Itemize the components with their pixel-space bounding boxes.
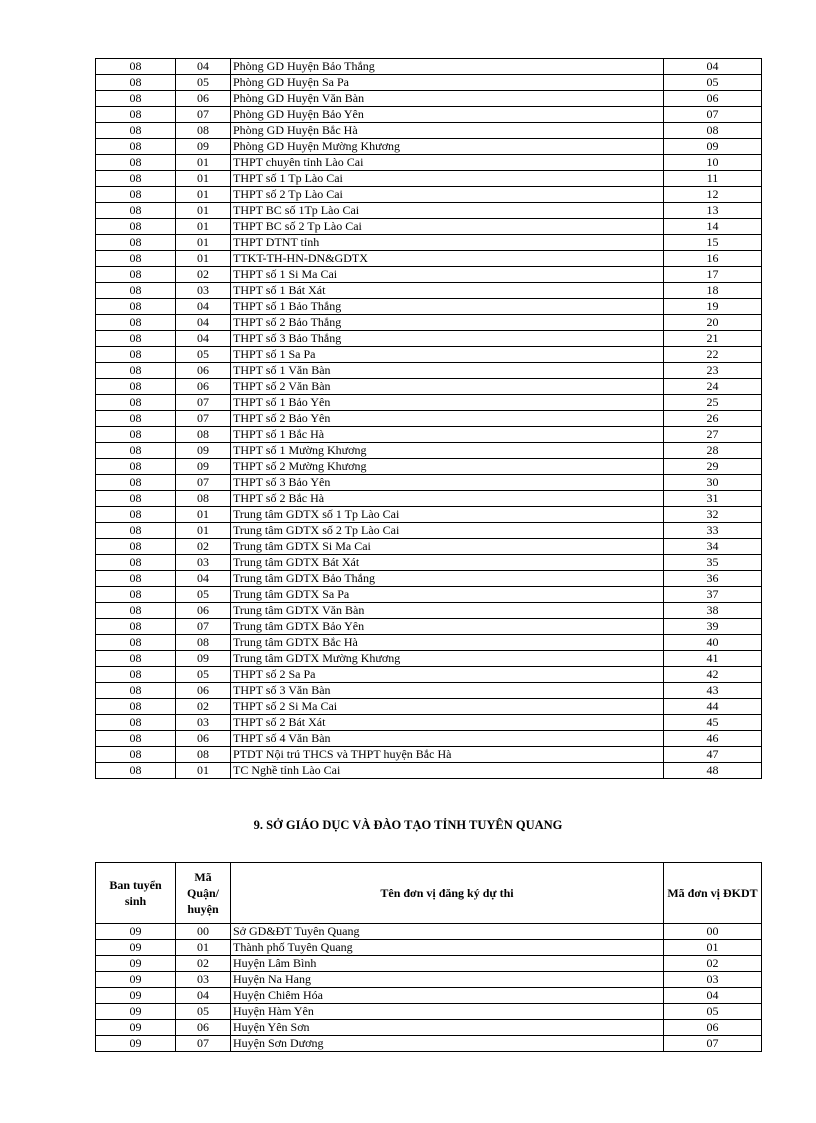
ma-quan-huyen-cell: 01 [176, 940, 231, 956]
ma-don-vi-cell: 43 [664, 683, 762, 699]
ban-tuyen-sinh-cell: 09 [96, 1036, 176, 1052]
ma-quan-huyen-cell: 07 [176, 395, 231, 411]
ma-don-vi-cell: 02 [664, 956, 762, 972]
ten-don-vi-cell: THPT số 4 Văn Bàn [231, 731, 664, 747]
ban-tuyen-sinh-cell: 08 [96, 139, 176, 155]
table-row [96, 555, 762, 571]
table-row [96, 267, 762, 283]
table-row [96, 715, 762, 731]
ma-quan-huyen-cell: 06 [176, 683, 231, 699]
ten-don-vi-cell: Trung tâm GDTX Bảo Thắng [231, 571, 664, 587]
table-row [96, 379, 762, 395]
ma-don-vi-cell: 48 [664, 763, 762, 779]
ma-quan-huyen-cell: 04 [176, 571, 231, 587]
ten-don-vi-cell: Trung tâm GDTX Bắc Hà [231, 635, 664, 651]
ban-tuyen-sinh-cell: 08 [96, 251, 176, 267]
ban-tuyen-sinh-cell: 08 [96, 459, 176, 475]
ten-don-vi-cell: THPT DTNT tỉnh [231, 235, 664, 251]
ten-don-vi-cell: Huyện Yên Sơn [231, 1020, 664, 1036]
ban-tuyen-sinh-cell: 08 [96, 107, 176, 123]
ma-don-vi-cell: 06 [664, 1020, 762, 1036]
ma-quan-huyen-cell: 07 [176, 1036, 231, 1052]
ban-tuyen-sinh-cell: 08 [96, 715, 176, 731]
ten-don-vi-cell: Trung tâm GDTX Si Ma Cai [231, 539, 664, 555]
ten-don-vi-cell: THPT số 2 Bảo Yên [231, 411, 664, 427]
ban-tuyen-sinh-cell: 08 [96, 619, 176, 635]
ban-tuyen-sinh-cell: 09 [96, 924, 176, 940]
ban-tuyen-sinh-cell: 08 [96, 763, 176, 779]
ban-tuyen-sinh-cell: 08 [96, 331, 176, 347]
header-ban-tuyen-sinh: Ban tuyển sinh [96, 863, 176, 924]
ten-don-vi-cell: THPT số 3 Bảo Thắng [231, 331, 664, 347]
header-row [96, 863, 762, 924]
ma-quan-huyen-cell: 05 [176, 667, 231, 683]
ten-don-vi-cell: Huyện Lâm Bình [231, 956, 664, 972]
ma-quan-huyen-cell: 04 [176, 331, 231, 347]
ban-tuyen-sinh-cell: 08 [96, 635, 176, 651]
ma-quan-huyen-cell: 01 [176, 203, 231, 219]
table-row [96, 299, 762, 315]
ma-quan-huyen-cell: 08 [176, 747, 231, 763]
ma-don-vi-cell: 14 [664, 219, 762, 235]
ten-don-vi-cell: THPT BC số 1Tp Lào Cai [231, 203, 664, 219]
ban-tuyen-sinh-cell: 08 [96, 523, 176, 539]
table-row [96, 283, 762, 299]
ma-quan-huyen-cell: 01 [176, 251, 231, 267]
ma-quan-huyen-cell: 03 [176, 283, 231, 299]
table-row [96, 731, 762, 747]
ma-don-vi-cell: 38 [664, 603, 762, 619]
ma-don-vi-cell: 37 [664, 587, 762, 603]
lao-cai-table-body [96, 59, 762, 779]
ma-don-vi-cell: 22 [664, 347, 762, 363]
ma-quan-huyen-cell: 05 [176, 1004, 231, 1020]
ten-don-vi-cell: Trung tâm GDTX Sa Pa [231, 587, 664, 603]
table-row [96, 331, 762, 347]
ten-don-vi-cell: Sở GD&ĐT Tuyên Quang [231, 924, 664, 940]
ma-don-vi-cell: 46 [664, 731, 762, 747]
ma-quan-huyen-cell: 01 [176, 171, 231, 187]
ma-quan-huyen-cell: 06 [176, 1020, 231, 1036]
table-row [96, 139, 762, 155]
table-row [96, 603, 762, 619]
ma-quan-huyen-cell: 07 [176, 475, 231, 491]
ban-tuyen-sinh-cell: 08 [96, 91, 176, 107]
table-row [96, 683, 762, 699]
ban-tuyen-sinh-cell: 08 [96, 747, 176, 763]
ten-don-vi-cell: Trung tâm GDTX Mường Khương [231, 651, 664, 667]
ma-quan-huyen-cell: 08 [176, 123, 231, 139]
table-row [96, 972, 762, 988]
ma-quan-huyen-cell: 05 [176, 347, 231, 363]
header-ma-don-vi: Mã đơn vị ĐKDT [664, 863, 762, 924]
ma-quan-huyen-cell: 06 [176, 91, 231, 107]
ban-tuyen-sinh-cell: 08 [96, 363, 176, 379]
ten-don-vi-cell: THPT số 2 Văn Bàn [231, 379, 664, 395]
ten-don-vi-cell: Huyện Na Hang [231, 972, 664, 988]
ten-don-vi-cell: THPT số 1 Bắc Hà [231, 427, 664, 443]
ma-quan-huyen-cell: 09 [176, 139, 231, 155]
ban-tuyen-sinh-cell: 08 [96, 235, 176, 251]
table-row [96, 667, 762, 683]
table-row [96, 123, 762, 139]
ma-quan-huyen-cell: 03 [176, 715, 231, 731]
table-row [96, 235, 762, 251]
ma-don-vi-cell: 27 [664, 427, 762, 443]
ma-don-vi-cell: 06 [664, 91, 762, 107]
ten-don-vi-cell: THPT số 3 Bảo Yên [231, 475, 664, 491]
ban-tuyen-sinh-cell: 08 [96, 443, 176, 459]
ten-don-vi-cell: THPT số 1 Sa Pa [231, 347, 664, 363]
ten-don-vi-cell: Phòng GD Huyện Bảo Yên [231, 107, 664, 123]
ma-quan-huyen-cell: 01 [176, 763, 231, 779]
ban-tuyen-sinh-cell: 08 [96, 203, 176, 219]
ma-quan-huyen-cell: 08 [176, 491, 231, 507]
table-row [96, 940, 762, 956]
table-row [96, 59, 762, 75]
ten-don-vi-cell: THPT số 2 Bảo Thắng [231, 315, 664, 331]
ma-don-vi-cell: 18 [664, 283, 762, 299]
ma-don-vi-cell: 03 [664, 972, 762, 988]
ma-quan-huyen-cell: 08 [176, 427, 231, 443]
ma-don-vi-cell: 24 [664, 379, 762, 395]
ma-quan-huyen-cell: 02 [176, 539, 231, 555]
ma-quan-huyen-cell: 07 [176, 411, 231, 427]
table-row [96, 251, 762, 267]
ma-don-vi-cell: 17 [664, 267, 762, 283]
ma-quan-huyen-cell: 09 [176, 459, 231, 475]
ban-tuyen-sinh-cell: 09 [96, 956, 176, 972]
ban-tuyen-sinh-cell: 08 [96, 507, 176, 523]
ma-don-vi-cell: 07 [664, 1036, 762, 1052]
ma-quan-huyen-cell: 05 [176, 587, 231, 603]
ma-quan-huyen-cell: 06 [176, 363, 231, 379]
ma-don-vi-cell: 11 [664, 171, 762, 187]
ma-don-vi-cell: 29 [664, 459, 762, 475]
ban-tuyen-sinh-cell: 08 [96, 299, 176, 315]
tuyen-quang-table-body [96, 924, 762, 1052]
ban-tuyen-sinh-cell: 08 [96, 155, 176, 171]
table-row [96, 988, 762, 1004]
table-row [96, 491, 762, 507]
ma-don-vi-cell: 04 [664, 988, 762, 1004]
ban-tuyen-sinh-cell: 08 [96, 75, 176, 91]
ten-don-vi-cell: THPT số 1 Si Ma Cai [231, 267, 664, 283]
ma-quan-huyen-cell: 09 [176, 443, 231, 459]
ma-quan-huyen-cell: 08 [176, 635, 231, 651]
ma-don-vi-cell: 05 [664, 1004, 762, 1020]
ten-don-vi-cell: THPT số 2 Mường Khương [231, 459, 664, 475]
ma-don-vi-cell: 16 [664, 251, 762, 267]
table-row [96, 539, 762, 555]
ma-don-vi-cell: 41 [664, 651, 762, 667]
ma-quan-huyen-cell: 02 [176, 699, 231, 715]
ban-tuyen-sinh-cell: 08 [96, 475, 176, 491]
ma-quan-huyen-cell: 05 [176, 75, 231, 91]
table-row [96, 91, 762, 107]
ban-tuyen-sinh-cell: 08 [96, 427, 176, 443]
table-row [96, 475, 762, 491]
table-row [96, 75, 762, 91]
table-row [96, 1004, 762, 1020]
ma-don-vi-cell: 09 [664, 139, 762, 155]
ban-tuyen-sinh-cell: 08 [96, 731, 176, 747]
ten-don-vi-cell: THPT số 1 Mường Khương [231, 443, 664, 459]
ten-don-vi-cell: TTKT-TH-HN-DN&GDTX [231, 251, 664, 267]
ban-tuyen-sinh-cell: 08 [96, 283, 176, 299]
ma-quan-huyen-cell: 01 [176, 219, 231, 235]
ten-don-vi-cell: Trung tâm GDTX Văn Bàn [231, 603, 664, 619]
ma-quan-huyen-cell: 04 [176, 315, 231, 331]
table-row [96, 747, 762, 763]
ma-quan-huyen-cell: 00 [176, 924, 231, 940]
ban-tuyen-sinh-cell: 08 [96, 219, 176, 235]
ten-don-vi-cell: THPT số 3 Văn Bàn [231, 683, 664, 699]
ban-tuyen-sinh-cell: 08 [96, 395, 176, 411]
ma-quan-huyen-cell: 01 [176, 235, 231, 251]
ma-quan-huyen-cell: 01 [176, 523, 231, 539]
ten-don-vi-cell: Trung tâm GDTX số 2 Tp Lào Cai [231, 523, 664, 539]
table-row [96, 411, 762, 427]
ma-quan-huyen-cell: 02 [176, 267, 231, 283]
tuyen-quang-unit-table [95, 862, 762, 1052]
ban-tuyen-sinh-cell: 08 [96, 683, 176, 699]
ma-don-vi-cell: 20 [664, 315, 762, 331]
ban-tuyen-sinh-cell: 08 [96, 315, 176, 331]
table-row [96, 507, 762, 523]
ma-don-vi-cell: 19 [664, 299, 762, 315]
ban-tuyen-sinh-cell: 08 [96, 59, 176, 75]
ma-don-vi-cell: 36 [664, 571, 762, 587]
ma-don-vi-cell: 34 [664, 539, 762, 555]
table-row [96, 155, 762, 171]
ban-tuyen-sinh-cell: 08 [96, 667, 176, 683]
ten-don-vi-cell: Thành phố Tuyên Quang [231, 940, 664, 956]
ten-don-vi-cell: THPT số 2 Tp Lào Cai [231, 187, 664, 203]
table-row [96, 924, 762, 940]
ma-quan-huyen-cell: 06 [176, 379, 231, 395]
ban-tuyen-sinh-cell: 08 [96, 171, 176, 187]
ma-quan-huyen-cell: 03 [176, 555, 231, 571]
ban-tuyen-sinh-cell: 08 [96, 379, 176, 395]
ten-don-vi-cell: Huyện Hàm Yên [231, 1004, 664, 1020]
table-row [96, 219, 762, 235]
ten-don-vi-cell: Phòng GD Huyện Bắc Hà [231, 123, 664, 139]
ban-tuyen-sinh-cell: 08 [96, 411, 176, 427]
ma-don-vi-cell: 05 [664, 75, 762, 91]
ma-quan-huyen-cell: 01 [176, 187, 231, 203]
ten-don-vi-cell: THPT số 1 Bảo Yên [231, 395, 664, 411]
ban-tuyen-sinh-cell: 08 [96, 587, 176, 603]
ma-quan-huyen-cell: 01 [176, 507, 231, 523]
ma-don-vi-cell: 47 [664, 747, 762, 763]
table-row [96, 395, 762, 411]
table-row [96, 315, 762, 331]
ma-don-vi-cell: 28 [664, 443, 762, 459]
ten-don-vi-cell: Huyện Chiêm Hóa [231, 988, 664, 1004]
ma-quan-huyen-cell: 04 [176, 299, 231, 315]
ma-don-vi-cell: 15 [664, 235, 762, 251]
ten-don-vi-cell: THPT BC số 2 Tp Lào Cai [231, 219, 664, 235]
ma-don-vi-cell: 04 [664, 59, 762, 75]
ma-don-vi-cell: 42 [664, 667, 762, 683]
table-row [96, 427, 762, 443]
ten-don-vi-cell: Phòng GD Huyện Bảo Thắng [231, 59, 664, 75]
ban-tuyen-sinh-cell: 08 [96, 491, 176, 507]
ban-tuyen-sinh-cell: 08 [96, 651, 176, 667]
header-ma-quan-huyen: Mã Quận/ huyện [176, 863, 231, 924]
ban-tuyen-sinh-cell: 08 [96, 267, 176, 283]
ma-quan-huyen-cell: 07 [176, 619, 231, 635]
ten-don-vi-cell: Trung tâm GDTX Bảo Yên [231, 619, 664, 635]
table-row [96, 459, 762, 475]
ma-don-vi-cell: 32 [664, 507, 762, 523]
ma-quan-huyen-cell: 01 [176, 155, 231, 171]
ten-don-vi-cell: THPT số 1 Bảo Thắng [231, 299, 664, 315]
ma-quan-huyen-cell: 07 [176, 107, 231, 123]
ban-tuyen-sinh-cell: 08 [96, 347, 176, 363]
table-row [96, 956, 762, 972]
table-row [96, 107, 762, 123]
ma-don-vi-cell: 13 [664, 203, 762, 219]
ten-don-vi-cell: TC Nghề tỉnh Lào Cai [231, 763, 664, 779]
table-row [96, 443, 762, 459]
ten-don-vi-cell: THPT số 2 Bát Xát [231, 715, 664, 731]
ten-don-vi-cell: THPT số 2 Si Ma Cai [231, 699, 664, 715]
ten-don-vi-cell: THPT số 2 Bắc Hà [231, 491, 664, 507]
ma-don-vi-cell: 33 [664, 523, 762, 539]
ban-tuyen-sinh-cell: 08 [96, 603, 176, 619]
ma-don-vi-cell: 00 [664, 924, 762, 940]
table-row [96, 1036, 762, 1052]
table-row [96, 763, 762, 779]
ma-don-vi-cell: 26 [664, 411, 762, 427]
ban-tuyen-sinh-cell: 08 [96, 699, 176, 715]
ten-don-vi-cell: Phòng GD Huyện Văn Bàn [231, 91, 664, 107]
ma-don-vi-cell: 21 [664, 331, 762, 347]
ma-quan-huyen-cell: 06 [176, 603, 231, 619]
ban-tuyen-sinh-cell: 08 [96, 123, 176, 139]
table-row [96, 587, 762, 603]
ban-tuyen-sinh-cell: 09 [96, 988, 176, 1004]
lao-cai-unit-table [95, 58, 762, 779]
ma-don-vi-cell: 12 [664, 187, 762, 203]
header-ten-don-vi: Tên đơn vị đăng ký dự thi [231, 863, 664, 924]
ma-quan-huyen-cell: 02 [176, 956, 231, 972]
ma-quan-huyen-cell: 03 [176, 972, 231, 988]
section-title-tuyen-quang: 9. SỞ GIÁO DỤC VÀ ĐÀO TẠO TỈNH TUYÊN QUANG [253, 818, 563, 832]
ma-don-vi-cell: 10 [664, 155, 762, 171]
ma-don-vi-cell: 44 [664, 699, 762, 715]
ma-don-vi-cell: 40 [664, 635, 762, 651]
ma-don-vi-cell: 39 [664, 619, 762, 635]
ten-don-vi-cell: THPT số 2 Sa Pa [231, 667, 664, 683]
table-row [96, 187, 762, 203]
ten-don-vi-cell: Huyện Sơn Dương [231, 1036, 664, 1052]
ten-don-vi-cell: THPT số 1 Văn Bàn [231, 363, 664, 379]
ten-don-vi-cell: THPT số 1 Tp Lào Cai [231, 171, 664, 187]
table-row [96, 347, 762, 363]
ma-don-vi-cell: 07 [664, 107, 762, 123]
ten-don-vi-cell: Phòng GD Huyện Mường Khương [231, 139, 664, 155]
ma-don-vi-cell: 35 [664, 555, 762, 571]
ban-tuyen-sinh-cell: 09 [96, 1004, 176, 1020]
table-row [96, 523, 762, 539]
table-row [96, 203, 762, 219]
ma-don-vi-cell: 25 [664, 395, 762, 411]
ban-tuyen-sinh-cell: 08 [96, 539, 176, 555]
table-row [96, 619, 762, 635]
ten-don-vi-cell: THPT chuyên tỉnh Lào Cai [231, 155, 664, 171]
ma-don-vi-cell: 45 [664, 715, 762, 731]
table-row [96, 699, 762, 715]
ten-don-vi-cell: THPT số 1 Bát Xát [231, 283, 664, 299]
ma-quan-huyen-cell: 04 [176, 59, 231, 75]
ma-don-vi-cell: 08 [664, 123, 762, 139]
ten-don-vi-cell: PTDT Nội trú THCS và THPT huyện Bắc Hà [231, 747, 664, 763]
ma-quan-huyen-cell: 06 [176, 731, 231, 747]
table-row [96, 571, 762, 587]
ban-tuyen-sinh-cell: 09 [96, 1020, 176, 1036]
table-row [96, 651, 762, 667]
ma-quan-huyen-cell: 04 [176, 988, 231, 1004]
ma-don-vi-cell: 01 [664, 940, 762, 956]
ten-don-vi-cell: Trung tâm GDTX số 1 Tp Lào Cai [231, 507, 664, 523]
ma-don-vi-cell: 31 [664, 491, 762, 507]
ten-don-vi-cell: Trung tâm GDTX Bát Xát [231, 555, 664, 571]
ten-don-vi-cell: Phòng GD Huyện Sa Pa [231, 75, 664, 91]
ma-quan-huyen-cell: 09 [176, 651, 231, 667]
ban-tuyen-sinh-cell: 08 [96, 571, 176, 587]
ban-tuyen-sinh-cell: 08 [96, 555, 176, 571]
ban-tuyen-sinh-cell: 09 [96, 972, 176, 988]
ban-tuyen-sinh-cell: 09 [96, 940, 176, 956]
table-row [96, 171, 762, 187]
ma-don-vi-cell: 30 [664, 475, 762, 491]
table-row [96, 363, 762, 379]
table-row [96, 1020, 762, 1036]
ma-don-vi-cell: 23 [664, 363, 762, 379]
table-row [96, 635, 762, 651]
ban-tuyen-sinh-cell: 08 [96, 187, 176, 203]
